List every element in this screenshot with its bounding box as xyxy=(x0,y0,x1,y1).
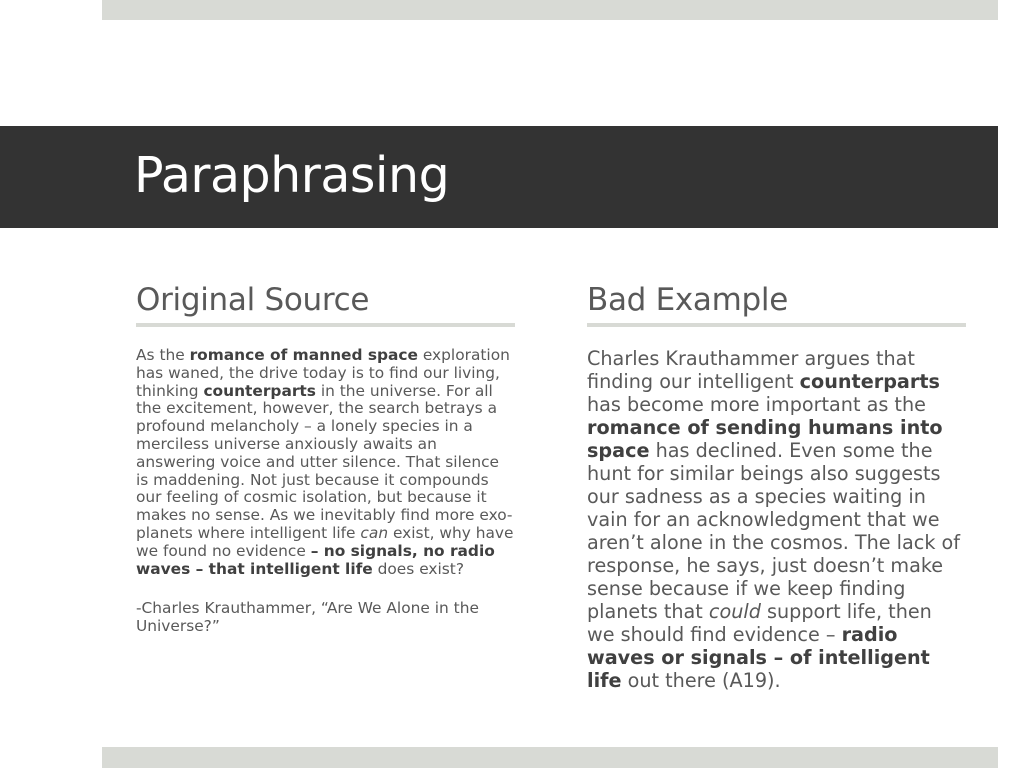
bottom-accent-bar xyxy=(102,747,998,768)
text-run: does exist? xyxy=(372,559,464,578)
heading-divider xyxy=(587,323,966,327)
italic-run: could xyxy=(708,600,761,623)
bold-run: romance of sending humans into space xyxy=(587,416,943,462)
bold-run: radio waves or signals – of intelligent life xyxy=(587,623,930,692)
text-run: exist, why have we found no evidence xyxy=(136,523,514,560)
top-accent-bar xyxy=(102,0,998,20)
bad-example-column xyxy=(587,280,966,692)
bad-example-paragraph xyxy=(587,347,963,692)
bad-example-heading: Bad Example xyxy=(587,282,788,318)
bold-run: counterparts xyxy=(799,370,940,393)
slide-title: Paraphrasing xyxy=(134,147,450,204)
heading-divider xyxy=(136,323,515,327)
text-run: As the xyxy=(136,346,190,364)
text-run: has become more important as the xyxy=(587,393,926,416)
text-run: out there (A19). xyxy=(621,669,781,692)
text-run: in the universe. For all the excitement, however, the search betrays a profound melancholy – a lonely species in a merciless universe anxiously awaits an answering voice and utter silence. That silence is maddening. Not just because it compounds our feeling of cosmic isolation, but because it makes no sense. As we inevitably find more exo-planets where intelligent life xyxy=(136,381,513,542)
bold-run: romance of manned space xyxy=(189,346,418,364)
bold-run: – no signals, no radio waves – that intelligent life xyxy=(136,541,495,578)
original-source-paragraph xyxy=(136,347,515,578)
text-run: exploration has waned, the drive today is to find our living, thinking xyxy=(136,346,510,400)
source-citation: -Charles Krauthammer, “Are We Alone in the Universe?” xyxy=(136,599,479,636)
text-run: support life, then we should find evidence – xyxy=(587,600,932,646)
original-source-column xyxy=(136,280,515,636)
italic-run: can xyxy=(360,523,389,542)
original-source-heading: Original Source xyxy=(136,282,370,318)
text-run: has declined. Even some the hunt for similar beings also suggests our sadness as a species waiting in vain for an acknowledgment that we aren’t alone in the cosmos. The lack of response, he says, just doesn’t make sense because if we keep finding planets that xyxy=(587,439,961,623)
text-run: Charles Krauthammer argues that finding our intelligent xyxy=(587,347,915,393)
bold-run: counterparts xyxy=(203,381,316,400)
